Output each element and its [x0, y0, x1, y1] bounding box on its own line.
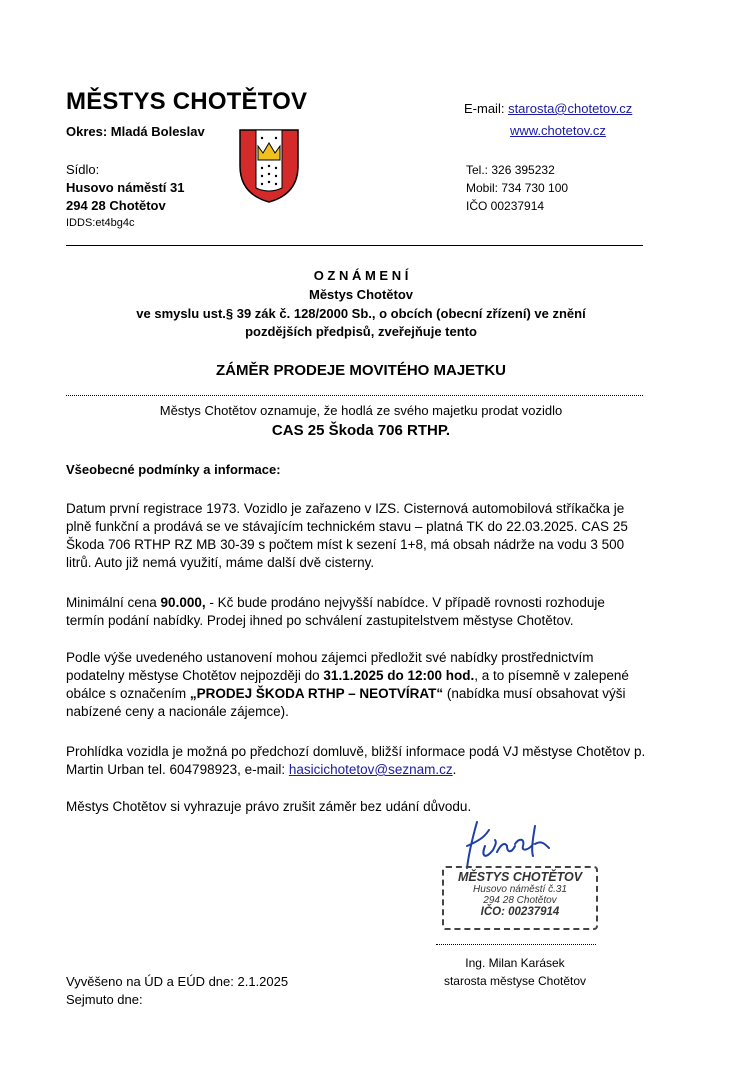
- email-label: E-mail:: [464, 101, 509, 116]
- district: Okres: Mladá Boleslav: [66, 124, 205, 139]
- web-link[interactable]: www.chotetov.cz: [510, 123, 606, 138]
- dotted-divider: [66, 395, 643, 396]
- vehicle-name: CAS 25 Škoda 706 RTHP.: [271, 422, 451, 439]
- signatory-name: Ing. Milan Karásek: [465, 956, 565, 970]
- price-value: 90.000,: [160, 595, 206, 610]
- stamp-line-4: IČO: 00237914: [480, 906, 560, 918]
- conditions-heading: Všeobecné podmínky a informace:: [66, 462, 281, 477]
- notice-issuer: Městys Chotětov: [308, 287, 414, 302]
- offers-text-b: , a to písemně v zalepené obálce s označením: [66, 668, 629, 701]
- notice-intro: Městys Chotětov oznamuje, že hodlá ze svého majetku prodat vozidlo: [159, 403, 563, 418]
- offers-envelope-label: „PRODEJ ŠKODA RTHP – NEOTVÍRAT“: [189, 686, 444, 701]
- signatory-role: starosta městyse Chotětov: [443, 974, 587, 988]
- ico: IČO 00237914: [466, 199, 545, 213]
- signature-line: [436, 944, 596, 945]
- city: 294 28 Chotětov: [66, 198, 166, 213]
- coat-of-arms-icon: [238, 128, 300, 204]
- paragraph-offers: [66, 649, 646, 721]
- offers-deadline: 31.1.2025 do 12:00 hod.: [323, 668, 475, 683]
- notice-subject: ZÁMĚR PRODEJE MOVITÉHO MAJETKU: [215, 362, 507, 379]
- notice-heading: O Z N Á M E N Í: [313, 268, 409, 283]
- paragraph-registration: Datum první registrace 1973. Vozidlo je zařazeno v IZS. Cisternová automobilová stříkačka je plně funkční a prodává se ve stávajícím technickém stavu – platná TK do 22.03.2025. CAS 25 Škoda 706 RTHP RZ MB 30-39 s počtem míst k sezení 1+8, má obsah nádrže na vodu 3 500 litrů. Auto již nemá využití, máme další dvě cisterny.: [66, 501, 628, 570]
- phone: Tel.: 326 395232: [466, 163, 555, 177]
- paragraph-price: [66, 594, 646, 630]
- stamp-line-3: 294 28 Chotětov: [483, 895, 557, 906]
- law-line-2: pozdějších předpisů, zveřejňuje tento: [245, 324, 477, 339]
- inspection-email-link[interactable]: hasicichotetov@seznam.cz: [288, 762, 453, 777]
- seat-label: Sídlo:: [66, 162, 100, 177]
- official-stamp: [442, 866, 598, 930]
- price-text-b: - Kč bude prodáno nejvyšší nabídce. V případě rovnosti rozhoduje termín podání nabídky. Prodej ihned po schválení zastupitelstvem městyse Chotětov.: [66, 595, 605, 628]
- inspection-text-a: Prohlídka vozidla je možná po předchozí domluvě, bližší informace podá VJ městyse Chotětov p. Martin Urban tel. 604798923, e-mail:: [66, 744, 646, 777]
- law-line-1: ve smyslu ust.§ 39 zák č. 128/2000 Sb., o obcích (obecní zřízení) ve znění: [136, 306, 586, 321]
- paragraph-inspection: [66, 743, 646, 779]
- price-text-a: Minimální cena: [66, 595, 161, 610]
- email-link[interactable]: starosta@chotetov.cz: [508, 101, 633, 116]
- stamp-line-1: MĚSTYS CHOTĚTOV: [457, 870, 583, 884]
- offers-text-c: (nabídka musí obsahovat výši nabízené ceny a nacionále zájemce).: [66, 686, 626, 719]
- idds: IDDS:et4bg4c: [66, 217, 135, 229]
- posted-date: Vyvěšeno na ÚD a EÚD dne: 2.1.2025: [66, 974, 289, 989]
- mobile: Mobil: 734 730 100: [466, 181, 569, 195]
- header-divider: [66, 245, 643, 246]
- street: Husovo náměstí 31: [66, 180, 185, 195]
- email-line: [464, 101, 632, 116]
- inspection-text-b: .: [452, 762, 457, 777]
- offers-text-a: Podle výše uvedeného ustanovení mohou zájemci předložit své nabídky prostřednictvím podatelny městyse Chotětov nejpozději do: [66, 650, 594, 683]
- removed-date: Sejmuto dne:: [66, 992, 143, 1007]
- stamp-line-2: Husovo náměstí č.31: [473, 884, 567, 895]
- page-title: MĚSTYS CHOTĚTOV: [66, 88, 308, 115]
- paragraph-reservation: Městys Chotětov si vyhrazuje právo zrušit záměr bez udání důvodu.: [66, 799, 472, 814]
